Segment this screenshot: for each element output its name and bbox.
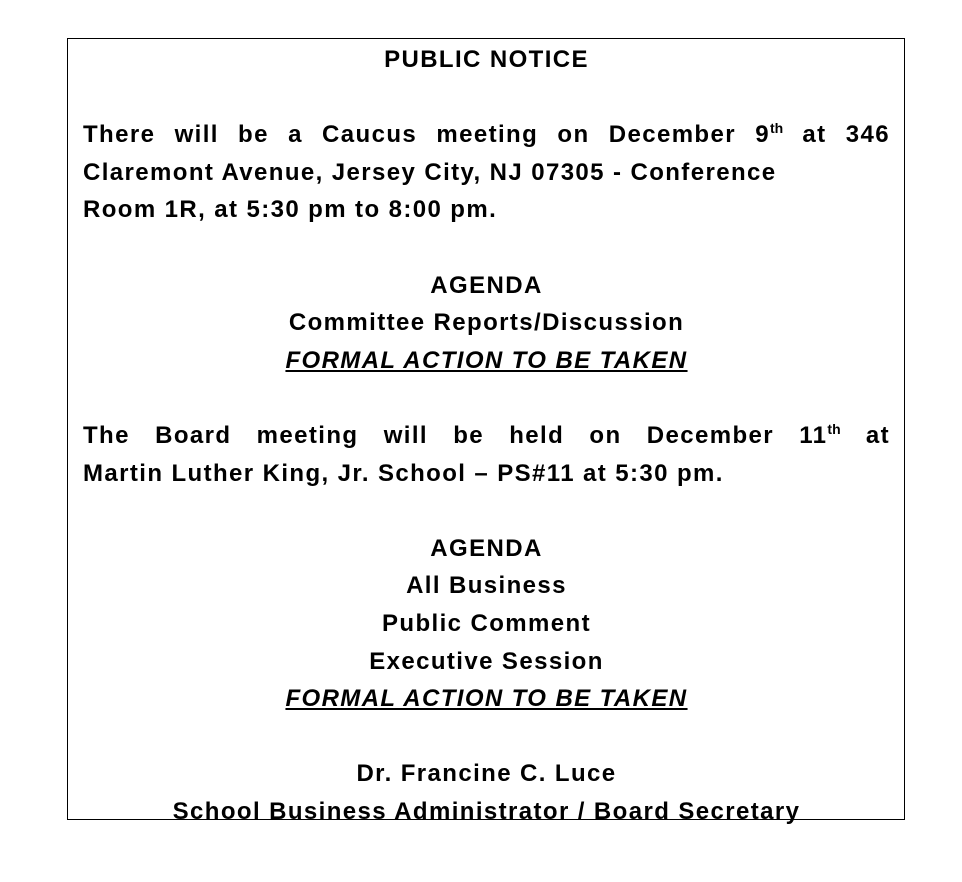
caucus-line-3: Room 1R, at 5:30 pm to 8:00 pm. — [83, 196, 498, 224]
signatory-role: School Business Administrator / Board Secretary — [172, 797, 801, 825]
agenda-item: Committee Reports/Discussion — [288, 309, 685, 337]
agenda-heading: AGENDA — [430, 271, 543, 299]
notice-title: PUBLIC NOTICE — [384, 46, 589, 73]
signatory-name: Dr. Francine C. Luce — [356, 760, 617, 788]
agenda-item: Public Comment — [382, 609, 591, 637]
formal-action-note: FORMAL ACTION TO BE TAKEN — [285, 346, 688, 374]
caucus-line-2: Claremont Avenue, Jersey City, NJ 07305 - Conference — [83, 158, 777, 186]
agenda-item: All Business — [406, 572, 567, 600]
board-line-1: The Board meeting will be held on December 11th at — [83, 420, 890, 449]
public-notice-box — [67, 38, 905, 825]
agenda-heading: AGENDA — [430, 534, 543, 562]
caucus-line-1: There will be a Caucus meeting on December 9th at 346 — [83, 120, 890, 149]
agenda-item: Executive Session — [369, 647, 604, 675]
board-line-2: Martin Luther King, Jr. School – PS#11 at 5:30 pm. — [83, 459, 724, 487]
formal-action-note: FORMAL ACTION TO BE TAKEN — [285, 685, 688, 713]
